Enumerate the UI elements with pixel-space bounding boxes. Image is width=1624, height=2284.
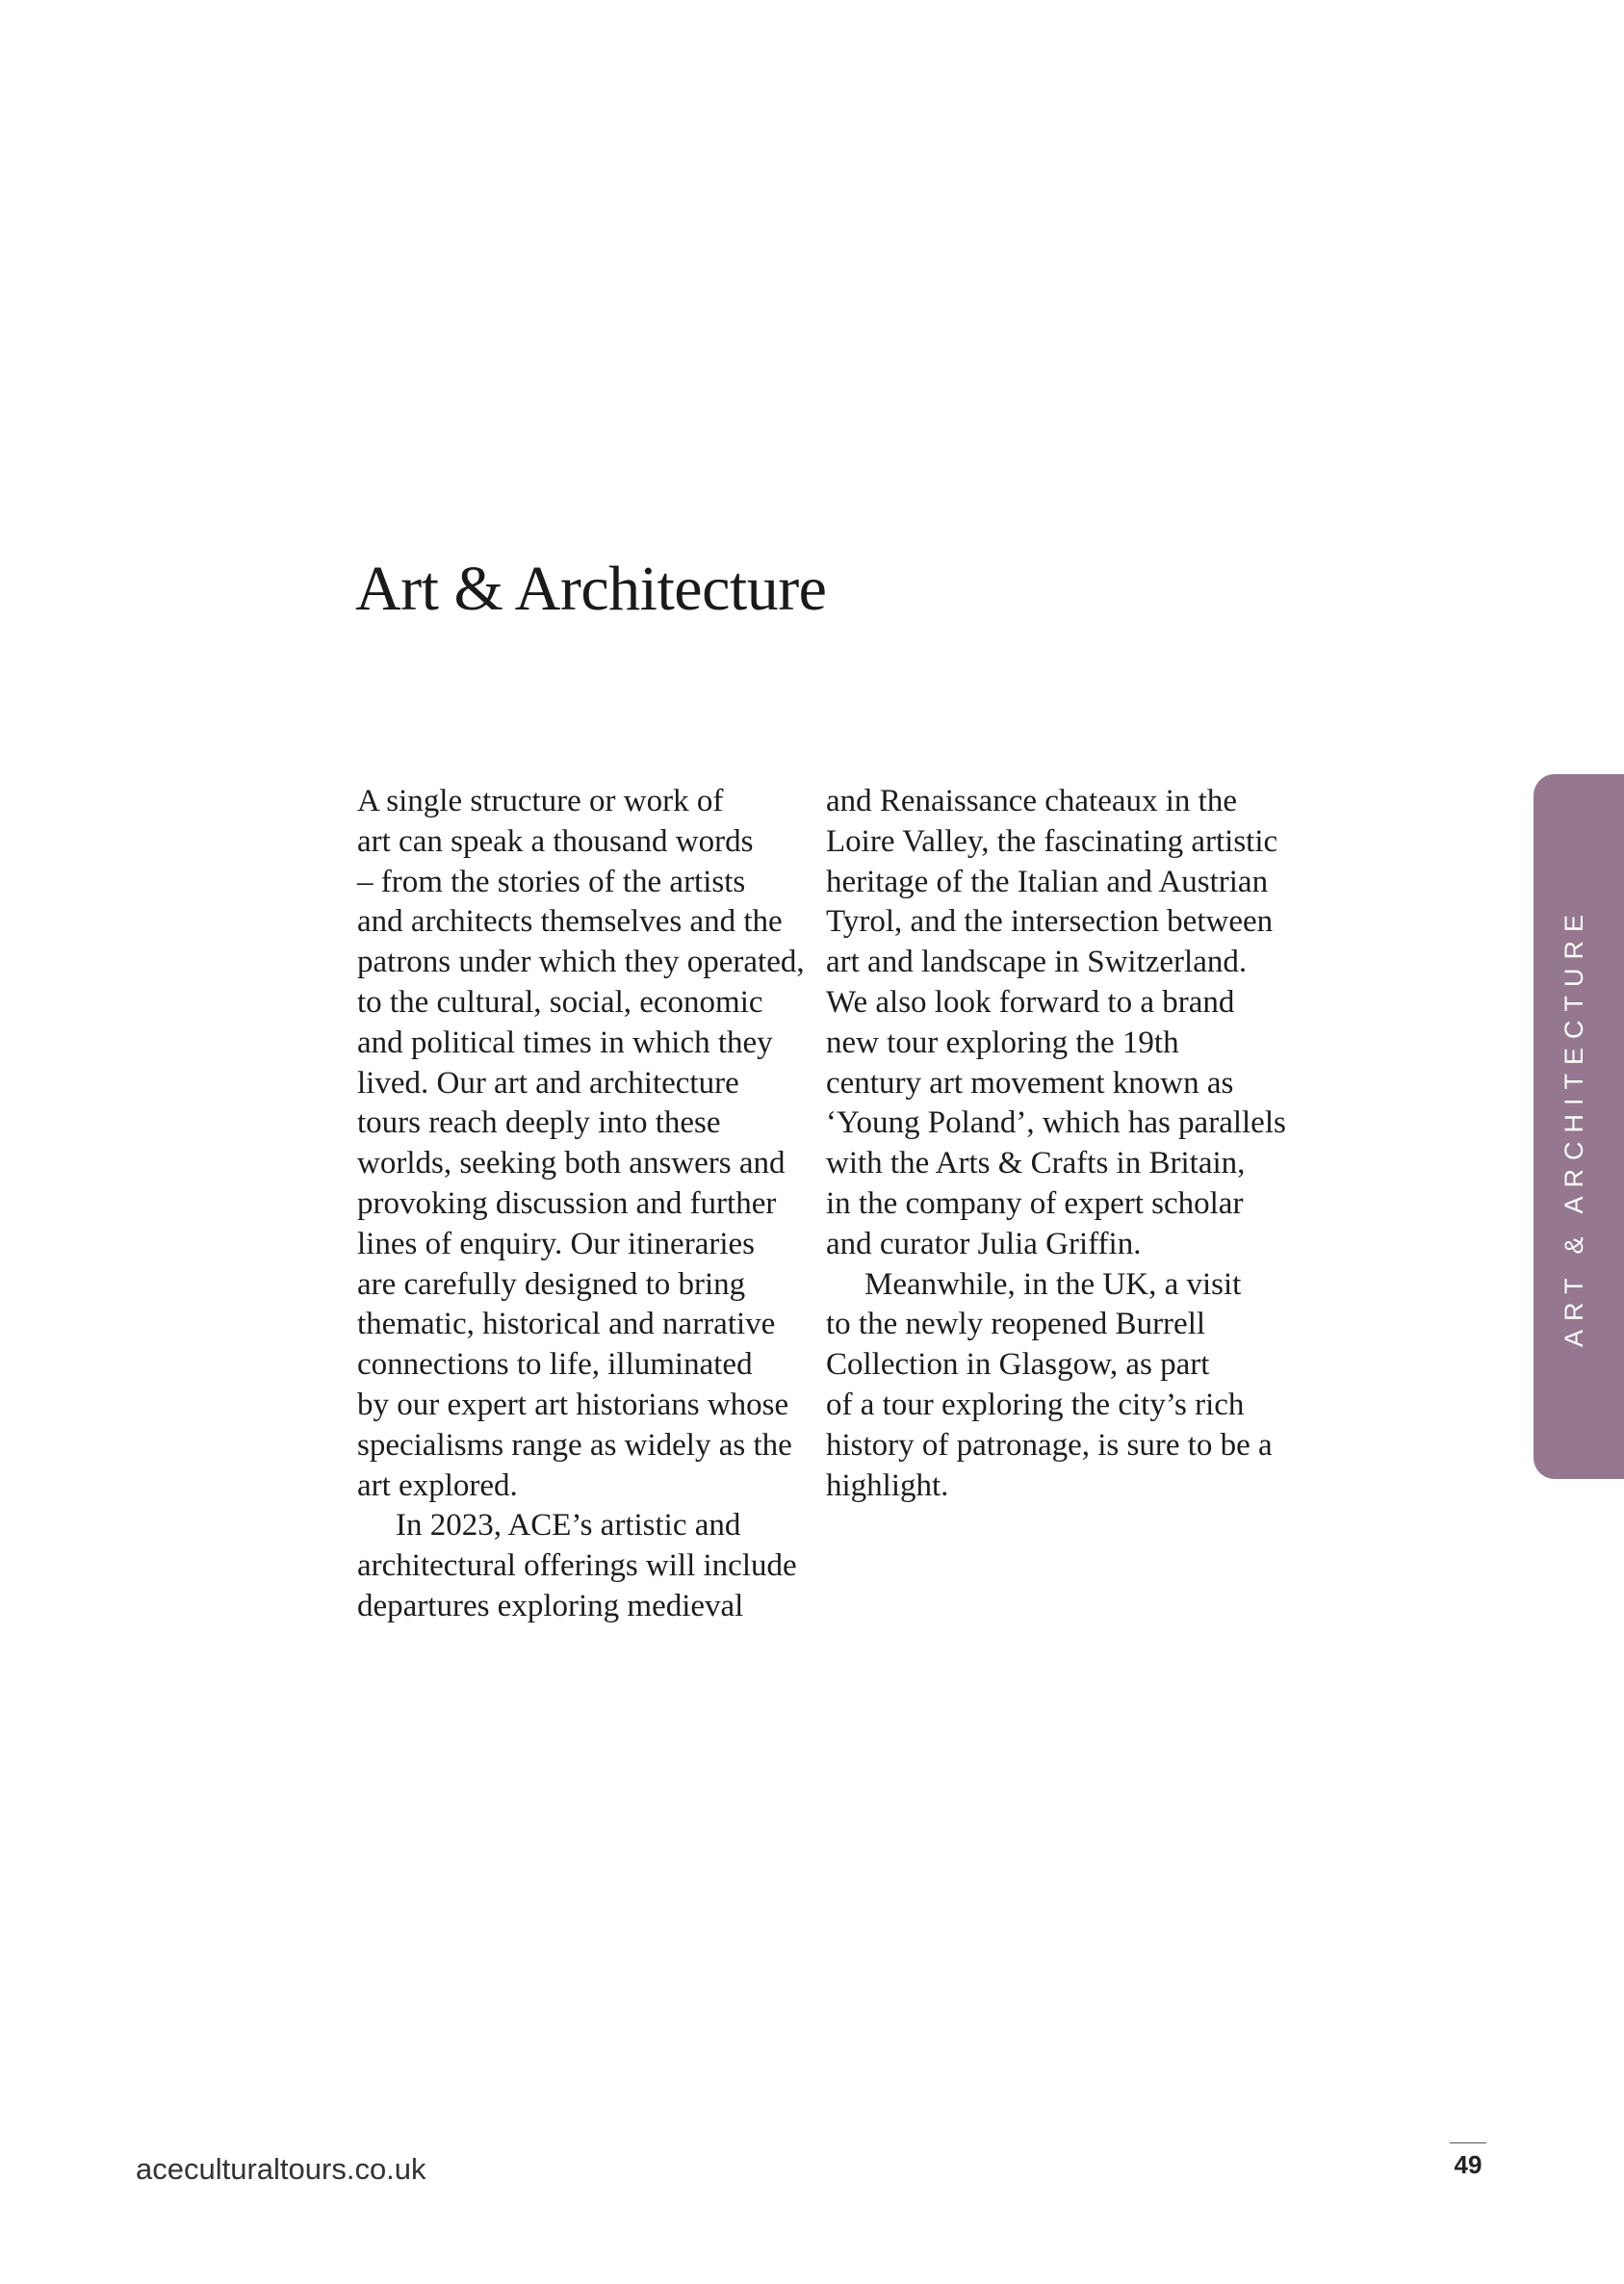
text-line: departures exploring medieval xyxy=(357,1588,744,1623)
text-line: – from the stories of the artists xyxy=(357,864,746,899)
text-line: A single structure or work of xyxy=(357,784,724,818)
text-line: In 2023, ACE’s artistic and xyxy=(396,1508,741,1544)
text-line: are carefully designed to bring xyxy=(357,1266,746,1302)
text-line: art and landscape in Switzerland. xyxy=(826,945,1248,980)
text-line: art explored. xyxy=(357,1467,518,1503)
text-line: Tyrol, and the intersection between xyxy=(826,904,1274,940)
text-line: heritage of the Italian and Austrian xyxy=(826,864,1269,899)
text-line: thematic, historical and narrative xyxy=(357,1307,776,1342)
text-line: in the company of expert scholar xyxy=(826,1185,1244,1221)
text-line: ‘Young Poland’, which has parallels xyxy=(826,1105,1286,1141)
body-column-left xyxy=(357,782,810,1627)
text-line: We also look forward to a brand xyxy=(826,984,1235,1020)
text-line: lines of enquiry. Our itineraries xyxy=(357,1226,755,1261)
text-line: new tour exploring the 19th xyxy=(826,1025,1179,1060)
text-line: specialisms range as widely as the xyxy=(357,1427,792,1463)
text-line: worlds, seeking both answers and xyxy=(357,1146,786,1181)
text-line: history of patronage, is sure to be a xyxy=(826,1427,1273,1463)
text-line: art can speak a thousand words xyxy=(357,823,754,859)
section-side-tab-label: ART & ARCHITECTURE xyxy=(1560,905,1588,1348)
text-line: architectural offerings will include xyxy=(357,1548,797,1584)
page-title: Art & Architecture xyxy=(355,554,827,624)
text-line: and curator Julia Griffin. xyxy=(826,1226,1142,1261)
text-line: tours reach deeply into these xyxy=(357,1105,721,1141)
text-line: of a tour exploring the city’s rich xyxy=(826,1387,1245,1422)
footer-website: aceculturaltours.co.uk xyxy=(136,2152,426,2186)
text-line: by our expert art historians whose xyxy=(357,1387,789,1422)
text-line: highlight. xyxy=(826,1467,949,1503)
text-line: patrons under which they operated, xyxy=(357,945,805,980)
page-number: 49 xyxy=(1454,2150,1482,2179)
text-line: with the Arts & Crafts in Britain, xyxy=(826,1146,1246,1181)
text-line: lived. Our art and architecture xyxy=(357,1065,739,1101)
text-line: and Renaissance chateaux in the xyxy=(826,784,1237,818)
text-line: to the cultural, social, economic xyxy=(357,984,763,1020)
text-line: and political times in which they xyxy=(357,1025,773,1060)
text-line: Collection in Glasgow, as part xyxy=(826,1347,1210,1383)
text-line: Meanwhile, in the UK, a visit xyxy=(864,1266,1242,1302)
text-line: century art movement known as xyxy=(826,1065,1234,1101)
text-line: connections to life, illuminated xyxy=(357,1347,753,1383)
text-line: to the newly reopened Burrell xyxy=(826,1307,1206,1342)
text-line: provoking discussion and further xyxy=(357,1185,777,1221)
text-line: and architects themselves and the xyxy=(357,904,783,940)
page-number-rule xyxy=(1450,2142,1486,2143)
text-line: Loire Valley, the fascinating artistic xyxy=(826,823,1278,859)
body-column-right xyxy=(826,782,1288,1506)
